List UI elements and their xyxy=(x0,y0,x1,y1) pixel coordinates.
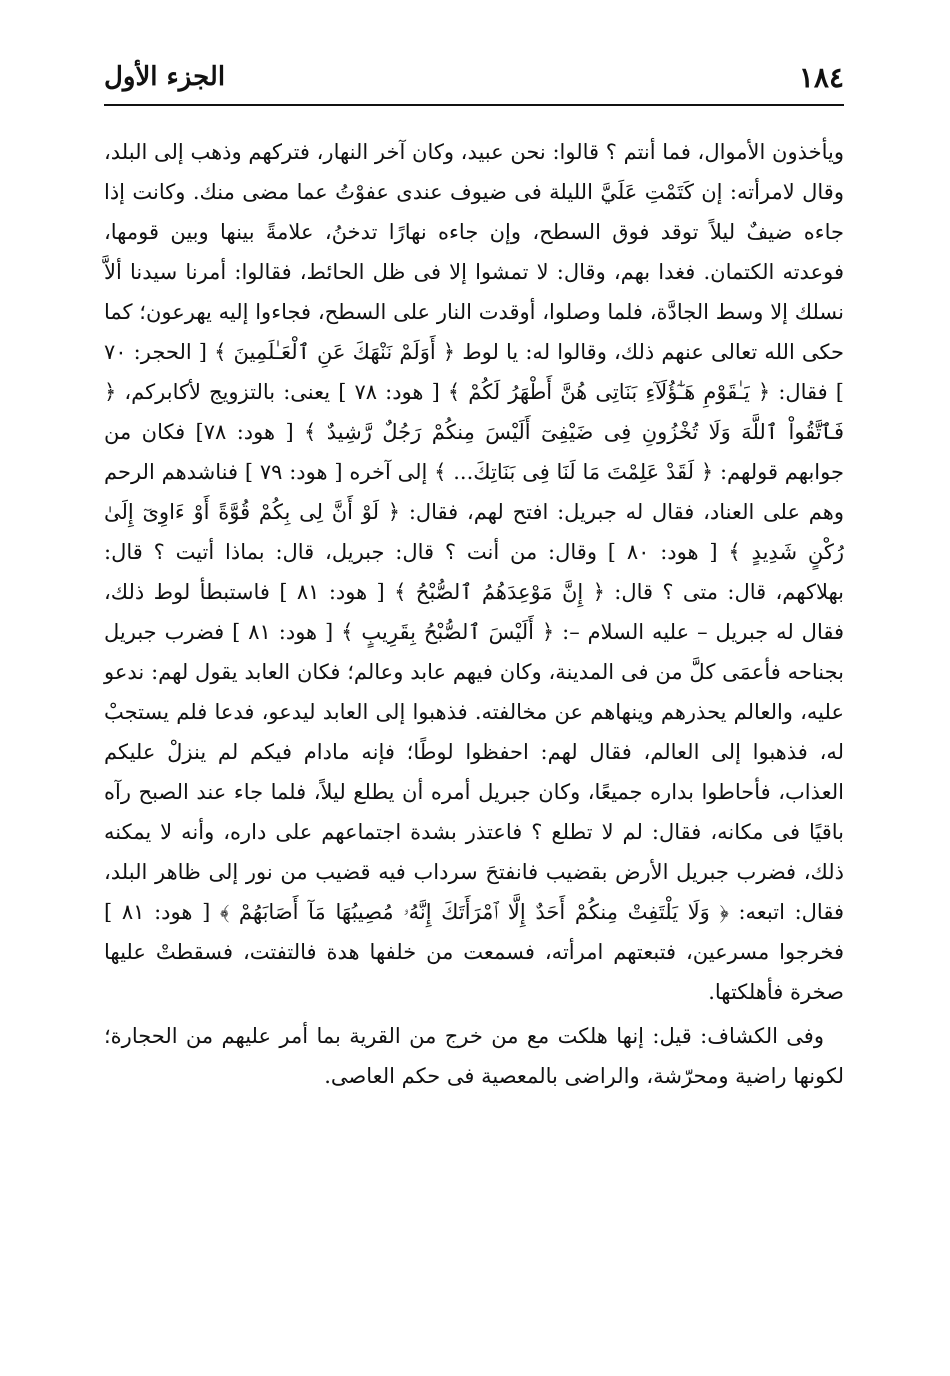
paragraph-2: وفى الكشاف: قيل: إنها هلكت مع من خرج من القرية بما أمر عليهم من الحجارة؛ لكونها راضية ومحرّشة، والراضى بالمعصية فى حكم العاصى. xyxy=(104,1024,844,1088)
body-text xyxy=(104,132,844,1096)
paragraph-1: ويأخذون الأموال، فما أنتم ؟ قالوا: نحن عبيد، وكان آخر النهار، فتركهم وذهب إلى البلد، وقال لامرأته: إن كَتَمْتِ عَلَيَّ الليلة فى ضيوف عندى عفوْتُ عما مضى منك. وكانت إذا جاءه ضيفٌ ليلاً توقد فوق السطح، وإن جاءه نهارًا تدخنُ، علامةً بينها وبين قومها، فوعدته الكتمان. فغدا بهم، وقال: لا تمشوا إلا فى ظل الحائط، فقالوا: أمرنا سيدنا ألاَّ نسلك إلا وسط الجادَّة، فلما وصلوا، أوقدت النار على السطح، فجاءوا إليه يهرعون؛ كما حكى الله تعالى عنهم ذلك، وقالوا له: يا لوط ﴿ أَوَلَمْ نَنْهَكَ عَنِ ٱلْعَـٰلَمِينَ ﴾ [ الحجر: ٧٠ ] فقال: ﴿ يَـٰقَوْمِ هَـٰٓؤُلَآءِ بَنَاتِى هُنَّ أَطْهَرُ لَكُمْ ﴾ [ هود: ٧٨ ] يعنى: بالتزويج لأكابركم، ﴿ فَٱتَّقُواْ ٱللَّهَ وَلَا تُخْزُونِ فِى ضَيْفِىٓ أَلَيْسَ مِنكُمْ رَجُلٌ رَّشِيدٌ ﴾ [ هود: ٧٨] فكان من جوابهم قولهم: ﴿ لَقَدْ عَلِمْتَ مَا لَنَا فِى بَنَاتِكَ... ﴾ إلى آخره [ هود: ٧٩ ] فناشدهم الرحم وهم على العناد، فقال له جبريل: افتح لهم، فقال: ﴿ لَوْ أَنَّ لِى بِكُمْ قُوَّةً أَوْ ءَاوِىٓ إِلَىٰ رُكْنٍ شَدِيدٍ ﴾ [ هود: ٨٠ ] وقال: من أنت ؟ قال: جبريل، قال: بماذا أتيت ؟ قال: بهلاكهم، قال: متى ؟ قال: ﴿ إِنَّ مَوْعِدَهُمُ ٱلصُّبْحُ ﴾ [ هود: ٨١ ] فاستبطأ لوط ذلك، فقال له جبريل – عليه السلام –: ﴿ أَلَيْسَ ٱلصُّبْحُ بِقَرِيبٍ ﴾ [ هود: ٨١ ] فضرب جبريل بجناحه فأعمَى كلَّ من فى المدينة، وكان فيهم عابد وعالم؛ فكان العابد يقول لهم: ندعو عليه، والعالم يحذرهم وينهاهم عن مخالفته. فذهبوا إلى العابد ليدعو، فدعا فلم يستجبْ له، فذهبوا إلى العالم، فقال لهم: احفظوا لوطًا؛ فإنه مادام فيكم لم ينزلْ عليكم العذاب، فأحاطوا بداره جميعًا، وكان جبريل أمره أن يطلع ليلاً، فلما جاء عند الصبح رآه باقيًا فى مكانه، فقال: لم لا تطلع ؟ فاعتذر بشدة اجتماعهم على داره، وأنه لا يمكنه ذلك، فضرب جبريل الأرض بقضيب فانفتحَ سرداب فيه قضيب من نور إلى ظاهر البلد، فقال: اتبعه: ﴿ وَلَا يَلْتَفِتْ مِنكُمْ أَحَدٌ إِلَّا ٱمْرَأَتَكَ إِنَّهُۥ مُصِيبُهَا مَآ أَصَابَهُمْ ﴾ [ هود: ٨١ ] فخرجوا مسرعين، فتبعتهم امرأته، فسمعت من خلفها هدة فالتفتت، فسقطتْ عليها صخرة فأهلكتها. xyxy=(104,140,845,1004)
running-title: الجزء الأول xyxy=(104,62,226,92)
page-header xyxy=(104,54,844,100)
page-number: ١٨٤ xyxy=(798,60,844,94)
header-rule xyxy=(104,104,844,106)
